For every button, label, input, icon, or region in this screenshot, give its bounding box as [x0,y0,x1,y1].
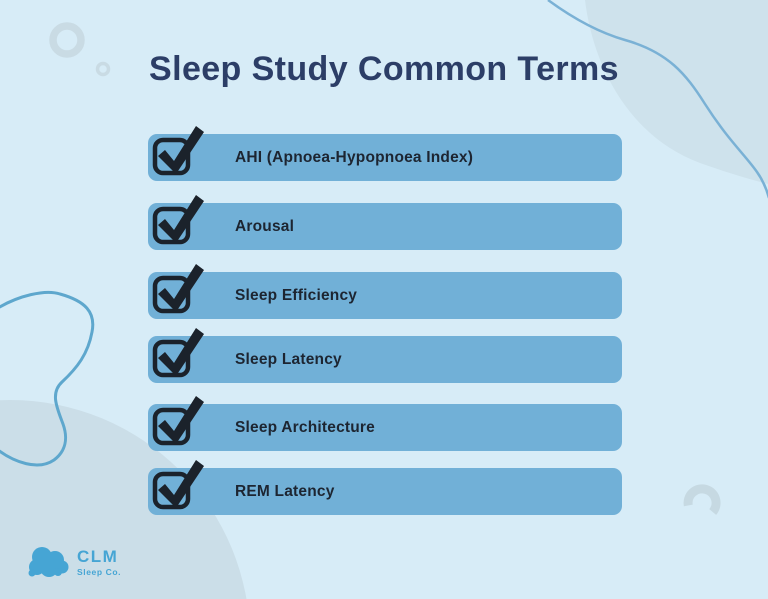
term-label: Sleep Efficiency [235,286,358,304]
logo-tagline: Sleep Co. [77,566,122,577]
logo-text [77,548,121,577]
term-label: REM Latency [235,482,335,500]
list-item [148,468,622,515]
logo-brand-name: CLM [77,546,119,566]
cloud-logo-icon [24,544,70,580]
list-item [148,336,622,383]
list-item [148,134,622,181]
list-item [148,203,622,250]
checkbox-checked-icon [151,124,209,176]
checkbox-checked-icon [151,458,209,510]
term-label: Sleep Latency [235,350,342,368]
checkbox-checked-icon [151,262,209,314]
term-label: Sleep Architecture [235,418,375,436]
term-list [148,134,622,515]
checkbox-checked-icon [151,394,209,446]
arc-icon [688,489,716,512]
brand-logo [24,544,121,580]
checkbox-checked-icon [151,193,209,245]
term-label: AHI (Apnoea-Hypopnoea Index) [235,148,474,166]
page-title: Sleep Study Common Terms [149,50,619,88]
list-item [148,272,622,319]
list-item [148,404,622,451]
checkbox-checked-icon [151,326,209,378]
term-label: Arousal [235,217,295,235]
